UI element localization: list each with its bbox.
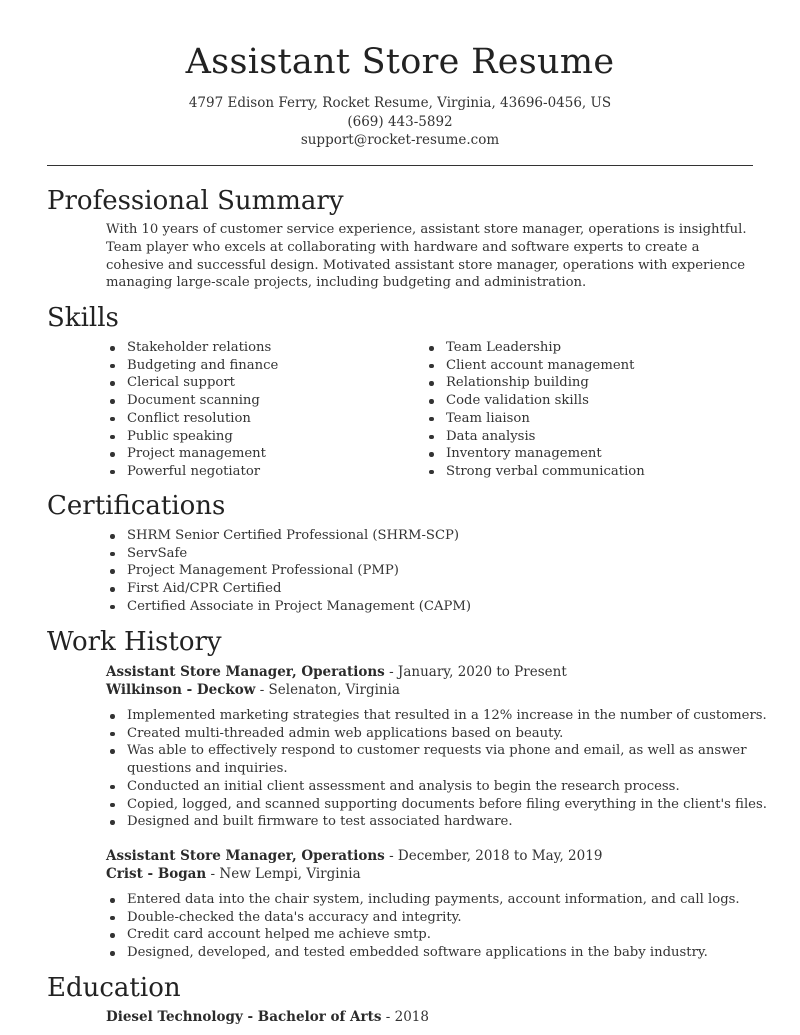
job-role: Assistant Store Manager, Operations	[106, 848, 385, 864]
skills-right-column	[425, 339, 645, 481]
certification-item: First Aid/CPR Certified	[106, 580, 756, 598]
job-bullet: Conducted an initial client assessment and analysis to begin the research process.	[106, 778, 756, 796]
summary-text: With 10 years of customer service experience, assistant store manager, operations is insightful. Team player who excels at collaborating with hardware and software experts to create a cohesive and successful design. Motivated assistant store manager, operations with experience managing large-scale projects, including budgeting and administration.	[106, 222, 747, 291]
job-dates: - January, 2020 to Present	[384, 664, 567, 680]
work-history-heading: Work History	[47, 627, 222, 657]
skill-item: Team liaison	[425, 410, 645, 428]
job-1-bullets	[106, 707, 767, 831]
skill-item: Team Leadership	[425, 339, 645, 357]
certification-item: SHRM Senior Certified Professional (SHRM-SCP)	[106, 527, 756, 545]
job-bullet: Copied, logged, and scanned supporting documents before filing everything in the client's files.	[106, 796, 756, 814]
job-bullet: Double-checked the data's accuracy and integrity.	[106, 909, 756, 927]
skills-heading: Skills	[47, 303, 119, 333]
job-bullet: Was able to effectively respond to customer requests via phone and email, as well as answer questions and inquiries.	[106, 742, 752, 777]
skill-item: Relationship building	[425, 374, 645, 392]
resume-name: Assistant Store Resume	[185, 42, 615, 82]
job-bullet: Implemented marketing strategies that resulted in a 12% increase in the number of customers.	[106, 707, 756, 725]
job-bullet: Credit card account helped me achieve smtp.	[106, 926, 756, 944]
skill-item: Public speaking	[106, 428, 278, 446]
contact-email: support@rocket-resume.com	[300, 132, 500, 148]
job-1-company-line	[106, 681, 400, 699]
education-entry	[106, 1008, 429, 1026]
certifications-list	[106, 527, 756, 616]
job-company: Crist - Bogan	[106, 866, 207, 882]
job-bullet: Created multi-threaded admin web applications based on beauty.	[106, 725, 756, 743]
header-divider	[47, 165, 753, 166]
skill-item: Inventory management	[425, 445, 645, 463]
certification-item: Project Management Professional (PMP)	[106, 562, 756, 580]
certification-item: ServSafe	[106, 545, 756, 563]
education-school: Diesel Technology - Bachelor of Arts	[106, 1009, 382, 1025]
skills-left-column	[106, 339, 278, 481]
job-2-title-line	[106, 847, 602, 865]
contact-phone: (669) 443-5892	[347, 113, 453, 130]
skill-item: Stakeholder relations	[106, 339, 278, 357]
job-location: - Selenaton, Virginia	[255, 682, 400, 698]
skill-item: Code validation skills	[425, 392, 645, 410]
certification-item: Certified Associate in Project Management (CAPM)	[106, 598, 756, 616]
skill-item: Data analysis	[425, 428, 645, 446]
certifications-heading: Certifications	[47, 491, 226, 521]
summary-heading: Professional Summary	[47, 186, 344, 216]
job-bullet: Designed and built firmware to test associated hardware.	[106, 813, 756, 831]
job-role: Assistant Store Manager, Operations	[106, 664, 385, 680]
education-year: - 2018	[381, 1009, 429, 1025]
skill-item: Project management	[106, 445, 278, 463]
skill-item: Document scanning	[106, 392, 278, 410]
skill-item: Budgeting and finance	[106, 357, 278, 375]
job-1-title-line	[106, 663, 567, 681]
job-bullet: Designed, developed, and tested embedded software applications in the baby industry.	[106, 944, 756, 962]
skill-item: Powerful negotiator	[106, 463, 278, 481]
job-2-bullets	[106, 891, 756, 962]
education-heading: Education	[47, 973, 181, 1003]
job-dates: - December, 2018 to May, 2019	[384, 848, 603, 864]
resume-header	[0, 0, 800, 150]
skill-item: Clerical support	[106, 374, 278, 392]
skill-item: Client account management	[425, 357, 645, 375]
job-bullet: Entered data into the chair system, including payments, account information, and call logs.	[106, 891, 756, 909]
job-company: Wilkinson - Deckow	[106, 682, 256, 698]
skill-item: Strong verbal communication	[425, 463, 645, 481]
job-2-company-line	[106, 865, 361, 883]
job-location: - New Lempi, Virginia	[206, 866, 361, 882]
skill-item: Conflict resolution	[106, 410, 278, 428]
contact-address: 4797 Edison Ferry, Rocket Resume, Virginia, 43696-0456, US	[188, 95, 612, 111]
